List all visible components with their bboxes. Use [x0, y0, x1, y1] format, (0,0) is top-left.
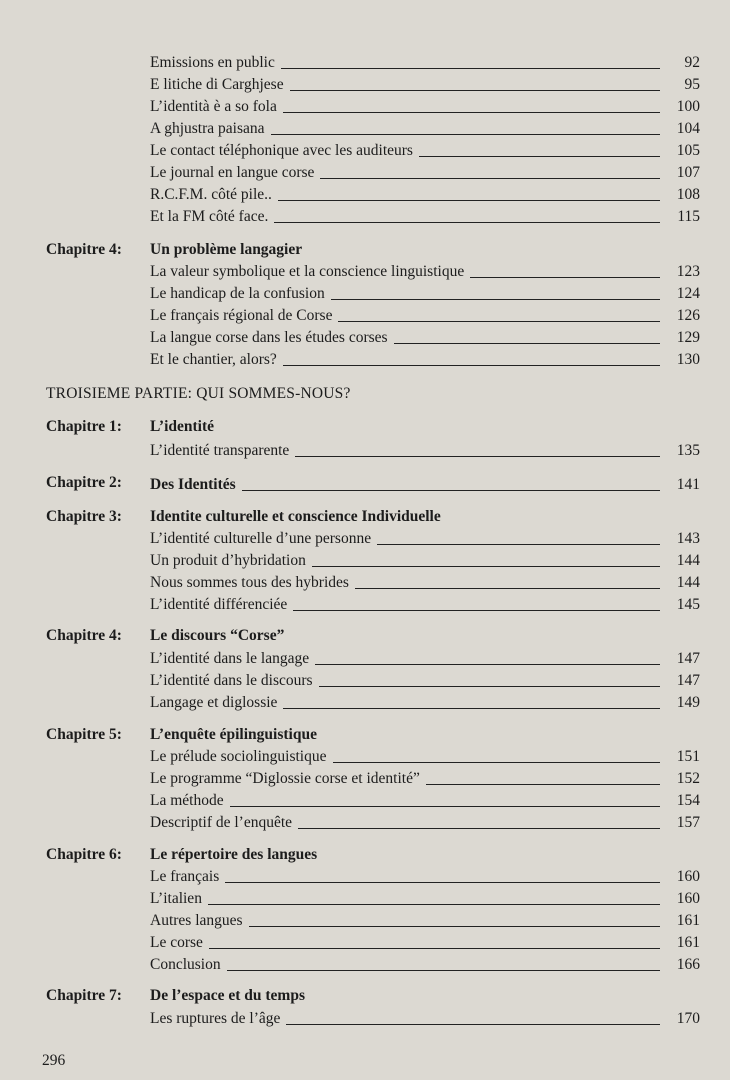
entry-title: Conclusion [150, 956, 221, 973]
leader-line [208, 904, 660, 905]
entry-title: E litiche di Carghjese [150, 76, 284, 93]
chapter-label: Chapitre 4: [46, 241, 122, 258]
leader-line [242, 490, 660, 491]
toc-entry [150, 263, 700, 281]
toc-entry [150, 1010, 700, 1028]
entry-page: 108 [676, 186, 700, 203]
entry-page: 147 [676, 650, 700, 667]
leader-line [377, 544, 660, 545]
leader-line [225, 882, 660, 883]
leader-line [426, 784, 660, 785]
chapter-label: Chapitre 6: [46, 846, 122, 863]
leader-line [355, 588, 660, 589]
leader-line [230, 806, 660, 807]
toc-entry [150, 552, 700, 570]
toc-entry [150, 442, 700, 460]
toc-entry [150, 912, 700, 930]
entry-title: L’italien [150, 890, 202, 907]
toc-entry [150, 770, 700, 788]
toc-entry [150, 890, 700, 908]
chapter-label: Chapitre 4: [46, 627, 122, 644]
entry-title: L’identité dans le discours [150, 672, 313, 689]
chapter-label: Chapitre 5: [46, 726, 122, 743]
entry-title: Le handicap de la confusion [150, 285, 325, 302]
entry-title: Autres langues [150, 912, 243, 929]
leader-line [298, 828, 660, 829]
leader-line [281, 68, 660, 69]
toc-entry [150, 530, 700, 548]
leader-line [312, 566, 660, 567]
toc-entry [150, 596, 700, 614]
entry-page: 115 [677, 208, 700, 225]
chapter-title: Identite culturelle et conscience Individuelle [150, 508, 441, 525]
toc-entry [150, 164, 700, 182]
leader-line [320, 178, 660, 179]
entry-page: 160 [676, 890, 700, 907]
toc-entry [150, 54, 700, 72]
entry-page: 126 [676, 307, 700, 324]
leader-line [470, 277, 660, 278]
entry-page: 152 [676, 770, 700, 787]
leader-line [295, 456, 660, 457]
entry-title: R.C.F.M. côté pile.. [150, 186, 272, 203]
entry-title: Et le chantier, alors? [150, 351, 277, 368]
chapter-label: Chapitre 7: [46, 987, 122, 1004]
entry-page: 149 [676, 694, 700, 711]
entry-page: 161 [676, 912, 700, 929]
entry-title: Un produit d’hybridation [150, 552, 306, 569]
entry-page: 92 [684, 54, 700, 71]
chapter-label: Chapitre 2: [46, 474, 122, 491]
entry-page: 144 [676, 574, 700, 591]
chapter-label: Chapitre 3: [46, 508, 122, 525]
leader-line [315, 664, 660, 665]
leader-line [331, 299, 660, 300]
toc-entry [150, 934, 700, 952]
chapter-title: Le discours “Corse” [150, 627, 285, 644]
entry-page: 145 [676, 596, 700, 613]
entry-title: Le contact téléphonique avec les auditeurs [150, 142, 413, 159]
entry-page: 160 [676, 868, 700, 885]
leader-line [319, 686, 660, 687]
entry-page: 143 [676, 530, 700, 547]
toc-entry [150, 120, 700, 138]
entry-page: 135 [676, 442, 700, 459]
toc-entry [150, 76, 700, 94]
toc-entry [150, 748, 700, 766]
entry-page: 105 [676, 142, 700, 159]
toc-entry [150, 307, 700, 325]
entry-title: Nous sommes tous des hybrides [150, 574, 349, 591]
page-number: 296 [42, 1052, 66, 1069]
toc-entry [150, 351, 700, 369]
entry-title: Le français régional de Corse [150, 307, 333, 324]
leader-line [290, 90, 660, 91]
leader-line [209, 948, 660, 949]
entry-page: 123 [676, 263, 700, 280]
entry-page: 151 [676, 748, 700, 765]
entry-title: Descriptif de l’enquête [150, 814, 293, 831]
leader-line [293, 610, 660, 611]
toc-entry [150, 650, 700, 668]
entry-title: L’identité transparente [150, 442, 290, 459]
chapter-label: Chapitre 1: [46, 418, 122, 435]
entry-title: Et la FM côté face. [150, 208, 269, 225]
entry-page: 141 [676, 476, 700, 493]
entry-title: Le français [150, 868, 220, 885]
toc-entry [150, 98, 700, 116]
leader-line [227, 970, 660, 971]
toc-entry [150, 329, 700, 347]
leader-line [249, 926, 660, 927]
entry-title: Les ruptures de l’âge [150, 1010, 281, 1027]
chapter-title: L’enquête épilinguistique [150, 726, 317, 743]
entry-page: 107 [676, 164, 700, 181]
leader-line [394, 343, 660, 344]
leader-line [274, 222, 660, 223]
entry-page: 170 [676, 1010, 700, 1027]
entry-title: Le prélude sociolinguistique [150, 748, 327, 765]
entry-title: L’identité différenciée [150, 596, 288, 613]
entry-page: 130 [676, 351, 700, 368]
entry-page: 144 [676, 552, 700, 569]
chapter-title: Un problème langagier [150, 241, 303, 258]
toc-entry [150, 814, 700, 832]
toc-entry [150, 868, 700, 886]
entry-title: L’identité culturelle d’une personne [150, 530, 372, 547]
chapter-title: Des Identités [150, 476, 236, 493]
leader-line [419, 156, 660, 157]
entry-title: Emissions en public [150, 54, 275, 71]
leader-line [283, 365, 660, 366]
entry-title: Langage et diglossie [150, 694, 278, 711]
entry-page: 100 [676, 98, 700, 115]
toc-entry [150, 476, 700, 494]
entry-page: 157 [676, 814, 700, 831]
leader-line [271, 134, 660, 135]
entry-title: A ghjustra paisana [150, 120, 265, 137]
leader-line [283, 112, 660, 113]
leader-line [278, 200, 660, 201]
leader-line [286, 1024, 660, 1025]
entry-title: Le programme “Diglossie corse et identité” [150, 770, 420, 787]
toc-entry [150, 672, 700, 690]
entry-title: L’identità è a so fola [150, 98, 277, 115]
part-title: TROISIEME PARTIE: QUI SOMMES-NOUS? [46, 385, 351, 402]
entry-title: Le journal en langue corse [150, 164, 315, 181]
toc-entry [150, 208, 700, 226]
toc-entry [150, 285, 700, 303]
entry-page: 161 [676, 934, 700, 951]
leader-line [333, 762, 661, 763]
leader-line [283, 708, 660, 709]
toc-entry [150, 186, 700, 204]
chapter-title: L’identité [150, 418, 215, 435]
entry-page: 166 [676, 956, 700, 973]
toc-entry [150, 956, 700, 974]
entry-page: 154 [676, 792, 700, 809]
toc-entry [150, 142, 700, 160]
entry-title: L’identité dans le langage [150, 650, 310, 667]
entry-title: La langue corse dans les études corses [150, 329, 388, 346]
toc-entry [150, 574, 700, 592]
toc-entry [150, 694, 700, 712]
chapter-title: De l’espace et du temps [150, 987, 305, 1004]
entry-title: Le corse [150, 934, 203, 951]
entry-page: 129 [676, 329, 700, 346]
entry-page: 104 [676, 120, 700, 137]
leader-line [338, 321, 660, 322]
entry-page: 95 [684, 76, 700, 93]
entry-page: 124 [676, 285, 700, 302]
entry-page: 147 [676, 672, 700, 689]
chapter-title: Le répertoire des langues [150, 846, 318, 863]
entry-title: La valeur symbolique et la conscience linguistique [150, 263, 465, 280]
toc-entry [150, 792, 700, 810]
entry-title: La méthode [150, 792, 224, 809]
